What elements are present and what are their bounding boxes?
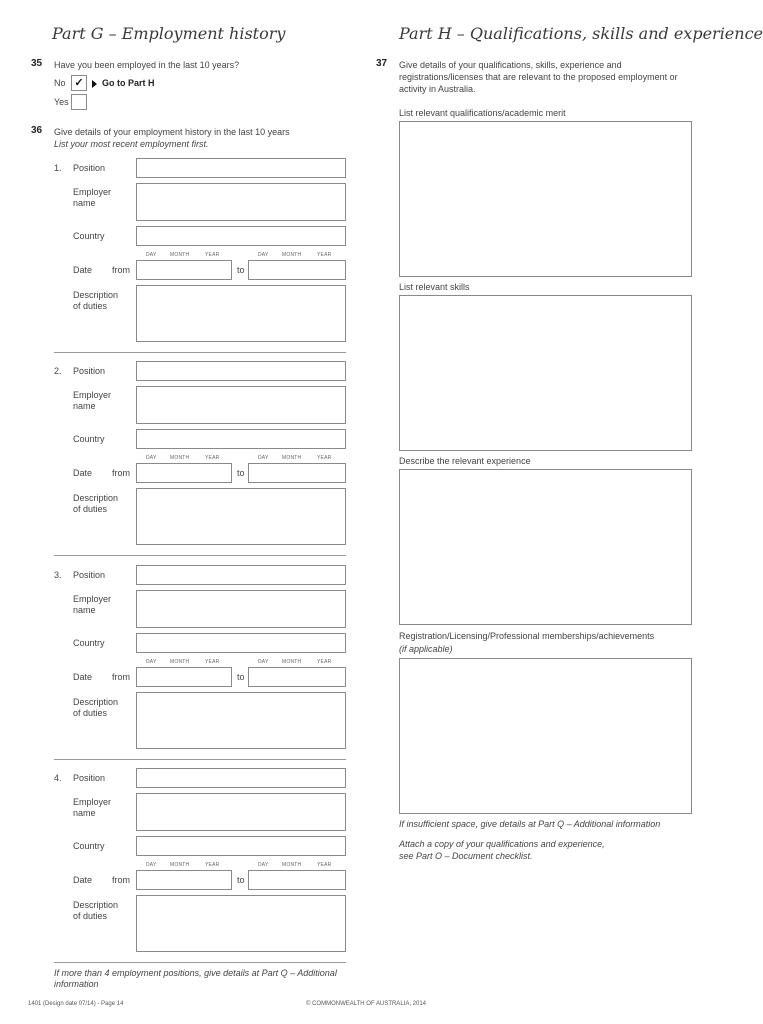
question-36-number: 36 [31,125,43,136]
entry-2-position-label: Position [73,366,106,376]
entry-separator [54,555,346,556]
question-36-text: Give details of your employment history in the last 10 years [54,127,290,137]
entry-3-country-field[interactable] [136,633,346,653]
skills-field[interactable] [399,295,692,451]
entry-3-from-label: from [112,672,130,682]
attach-copy-note: Attach a copy of your qualifications and experience, see Part O – Document checklist. [399,839,605,861]
entry-1-from-year-label: YEAR [205,252,220,258]
entry-2-from-label: from [112,468,130,478]
entry-4-from-label: from [112,875,130,885]
entry-3-from-day-label: DAY [146,659,157,665]
more-positions-note: If more than 4 employment positions, give details at Part Q – Additional information [54,968,337,989]
entry-4-index: 4. [54,773,62,783]
qualifications-field[interactable] [399,121,692,277]
part-h-title: Part H – Qualifications, skills and experience [399,24,763,43]
entry-4-from-month-label: MONTH [170,862,190,868]
entry-3-duties-field[interactable] [136,692,346,749]
entry-1-to-year-label: YEAR [317,252,332,258]
entry-2-index: 2. [54,366,62,376]
entry-1-position-field[interactable] [136,158,346,178]
entry-1-country-label: Country [73,231,105,241]
entry-4-position-label: Position [73,773,106,783]
footer-page-info: 1401 (Design date 07/14) - Page 14 [28,1001,124,1007]
entry-1-to-day-label: DAY [258,252,269,258]
entry-2-date-from-field[interactable] [136,463,232,483]
entry-2-position-field[interactable] [136,361,346,381]
entry-1-employer-label: Employer name [73,187,112,208]
part-g-title: Part G – Employment history [52,24,286,43]
question-37-number: 37 [376,58,388,69]
entry-2-duties-label: Description of duties [73,493,119,514]
entry-4-position-field[interactable] [136,768,346,788]
no-label: No [54,78,66,88]
entry-4-date-to-field[interactable] [248,870,346,890]
entry-3-employer-field[interactable] [136,590,346,628]
entry-1-country-field[interactable] [136,226,346,246]
entry-3-position-label: Position [73,570,106,580]
question-37-text: Give details of your qualifications, skills, experience and registrations/licenses that are relevant to the proposed employment or activity in Australia. [399,60,678,94]
checkmark-icon: ✓ [74,77,84,89]
entry-3-date-to-field[interactable] [248,667,346,687]
entry-separator [54,759,346,760]
entry-4-country-field[interactable] [136,836,346,856]
entry-1-from-label: from [112,265,130,275]
entry-1-date-from-field[interactable] [136,260,232,280]
entry-4-duties-label: Description of duties [73,900,119,921]
entry-separator [54,962,346,963]
entry-2-country-label: Country [73,434,105,444]
entry-2-from-day-label: DAY [146,455,157,461]
entry-4-duties-field[interactable] [136,895,346,952]
entry-2-to-month-label: MONTH [282,455,302,461]
entry-3-employer-label: Employer name [73,594,112,615]
registration-label: Registration/Licensing/Professional memberships/achievements [399,631,655,641]
insufficient-space-note: If insufficient space, give details at Part Q – Additional information [399,819,661,829]
entry-3-to-label: to [237,672,245,682]
entry-1-to-label: to [237,265,245,275]
entry-2-date-label: Date [73,468,93,478]
qualifications-label: List relevant qualifications/academic merit [399,108,566,118]
entry-4-employer-label: Employer name [73,797,112,818]
question-35-number: 35 [31,58,43,69]
entry-1-from-day-label: DAY [146,252,157,258]
experience-label: Describe the relevant experience [399,456,531,466]
entry-3-country-label: Country [73,638,105,648]
entry-1-duties-label: Description of duties [73,290,119,311]
entry-4-to-month-label: MONTH [282,862,302,868]
entry-3-duties-label: Description of duties [73,697,119,718]
entry-4-from-year-label: YEAR [205,862,220,868]
entry-1-duties-field[interactable] [136,285,346,342]
entry-4-to-day-label: DAY [258,862,269,868]
entry-3-index: 3. [54,570,62,580]
skills-label: List relevant skills [399,282,470,292]
entry-4-to-year-label: YEAR [317,862,332,868]
entry-4-date-from-field[interactable] [136,870,232,890]
entry-1-date-label: Date [73,265,93,275]
entry-2-country-field[interactable] [136,429,346,449]
entry-4-employer-field[interactable] [136,793,346,831]
question-35-text: Have you been employed in the last 10 years? [54,60,240,70]
entry-3-from-year-label: YEAR [205,659,220,665]
entry-4-country-label: Country [73,841,105,851]
registration-field[interactable] [399,658,692,814]
entry-1-date-to-field[interactable] [248,260,346,280]
entry-1-index: 1. [54,163,62,173]
entry-3-position-field[interactable] [136,565,346,585]
yes-label: Yes [54,97,69,107]
entry-3-to-month-label: MONTH [282,659,302,665]
entry-3-date-label: Date [73,672,93,682]
yes-checkbox[interactable] [71,94,87,110]
arrow-right-icon [92,80,97,88]
entry-1-from-month-label: MONTH [170,252,190,258]
entry-separator [54,352,346,353]
entry-2-to-year-label: YEAR [317,455,332,461]
entry-3-to-year-label: YEAR [317,659,332,665]
entry-2-to-label: to [237,468,245,478]
entry-2-employer-label: Employer name [73,390,112,411]
entry-2-to-day-label: DAY [258,455,269,461]
entry-4-to-label: to [237,875,245,885]
entry-2-duties-field[interactable] [136,488,346,545]
entry-3-to-day-label: DAY [258,659,269,665]
footer-copyright: © COMMONWEALTH OF AUSTRALIA, 2014 [306,1001,426,1007]
entry-1-employer-field[interactable] [136,183,346,221]
entry-2-from-month-label: MONTH [170,455,190,461]
entry-2-date-to-field[interactable] [248,463,346,483]
registration-note: (if applicable) [399,644,453,654]
entry-4-date-label: Date [73,875,93,885]
entry-1-to-month-label: MONTH [282,252,302,258]
question-36-instruction: List your most recent employment first. [54,139,209,149]
goto-part-h: Go to Part H [102,78,155,88]
entry-2-from-year-label: YEAR [205,455,220,461]
experience-field[interactable] [399,469,692,625]
entry-2-employer-field[interactable] [136,386,346,424]
entry-1-position-label: Position [73,163,106,173]
entry-4-from-day-label: DAY [146,862,157,868]
entry-3-from-month-label: MONTH [170,659,190,665]
entry-3-date-from-field[interactable] [136,667,232,687]
